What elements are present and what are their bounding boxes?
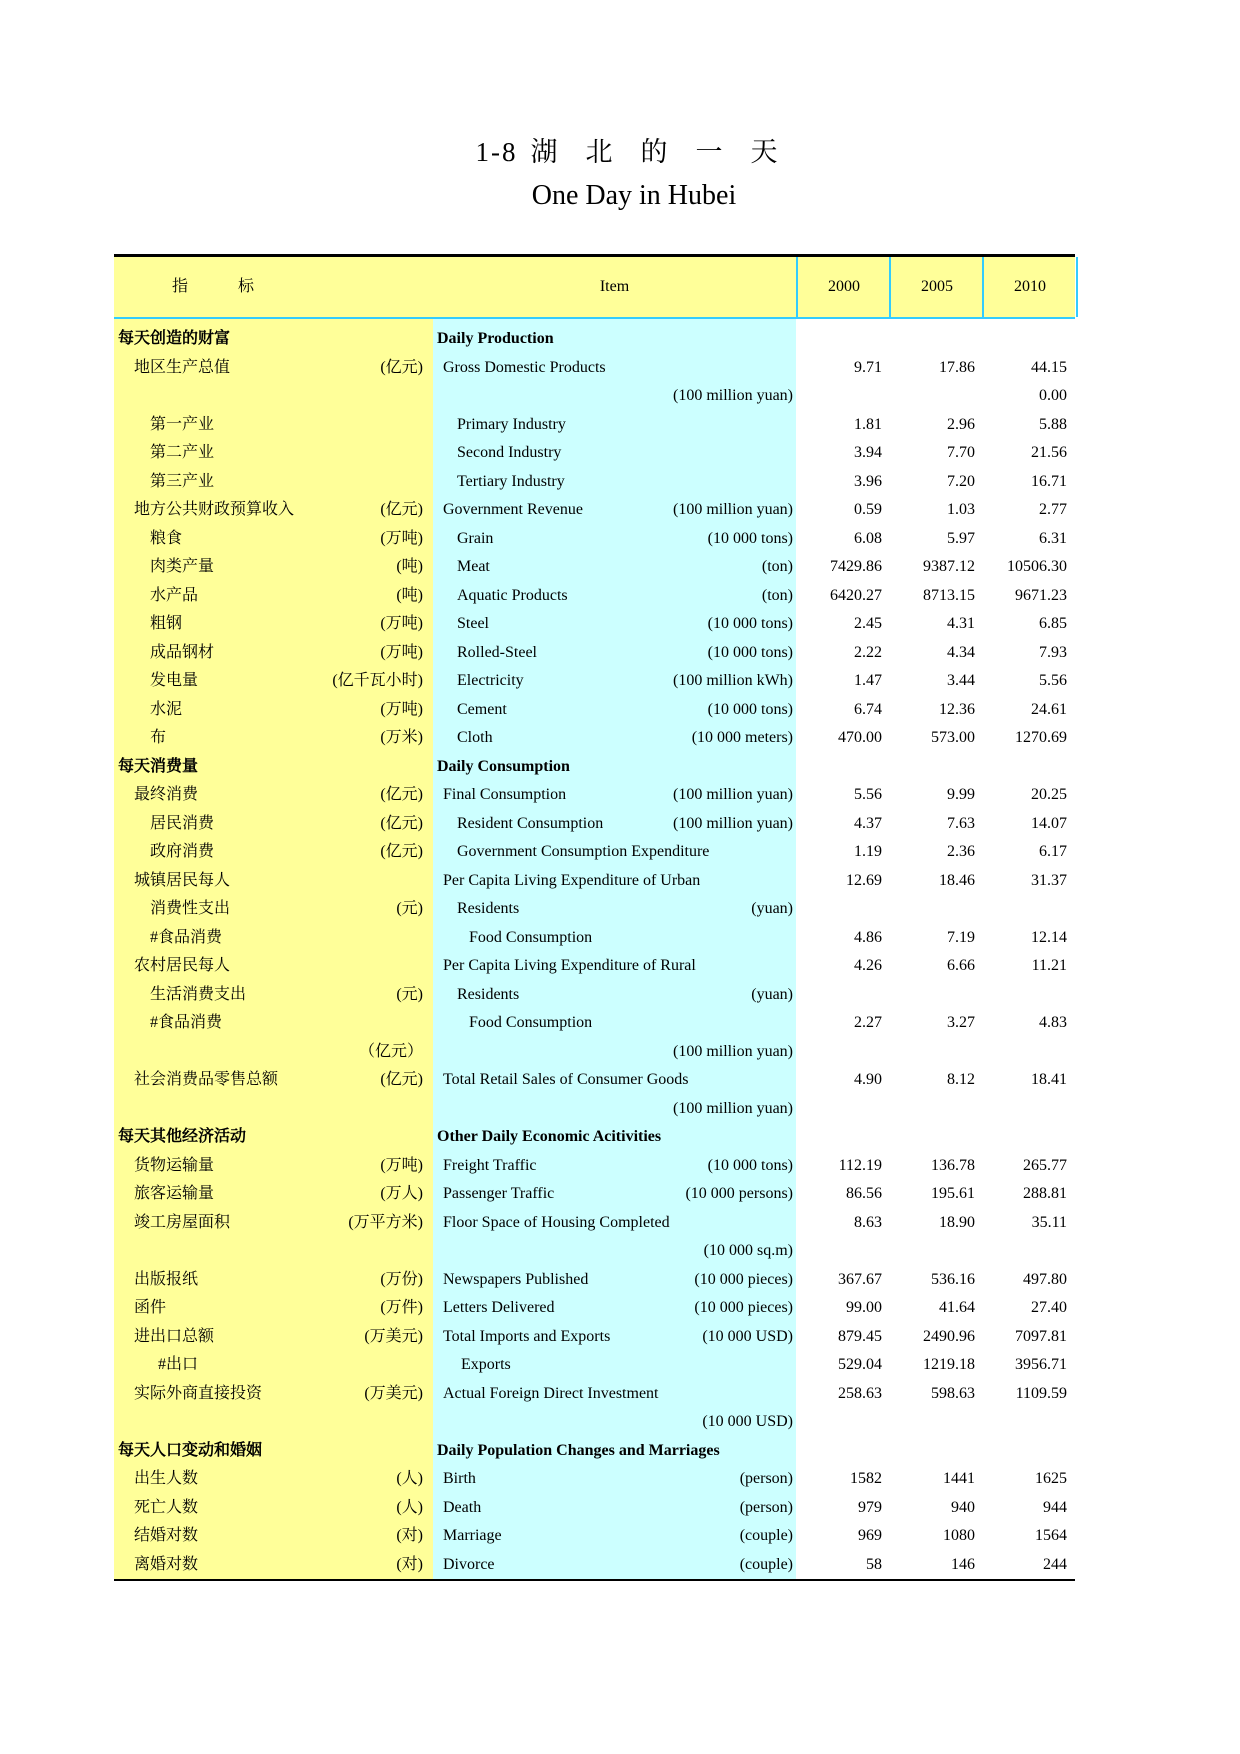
value-2010: 497.80 xyxy=(1023,1270,1067,1288)
indicator-en: Aquatic Products xyxy=(457,586,568,604)
value-2005: 7.20 xyxy=(947,472,975,490)
unit-cn: (亿元) xyxy=(380,501,423,518)
value-2000: 7429.86 xyxy=(830,558,882,575)
title-char: 一 xyxy=(695,137,725,167)
indicator-en: Primary Industry xyxy=(457,415,566,433)
indicator-cn: 函件 xyxy=(134,1299,167,1316)
unit-cn: （亿元） xyxy=(358,1042,423,1060)
unit-cn: (万人) xyxy=(380,1185,423,1202)
value-2010: 44.15 xyxy=(1031,358,1067,376)
value-2000: 1.19 xyxy=(854,843,882,860)
indicator-en: Per Capita Living Expenditure of Urban xyxy=(443,871,701,889)
indicator-en: Meat xyxy=(457,558,490,575)
section-title-cn: 每天人口变动和婚姻 xyxy=(118,1441,263,1459)
value-2000: 86.56 xyxy=(846,1185,882,1202)
title-char: 天 xyxy=(750,137,780,167)
value-2010: 7097.81 xyxy=(1015,1327,1067,1345)
value-2005: 7.70 xyxy=(947,444,975,461)
value-2010: 35.11 xyxy=(1031,1213,1067,1231)
value-2005: 41.64 xyxy=(939,1299,975,1316)
header-item: Item xyxy=(599,278,630,295)
value-2005: 9.99 xyxy=(947,786,975,803)
value-2005: 5.97 xyxy=(947,529,975,547)
table-row xyxy=(114,1408,1075,1437)
table-row xyxy=(114,724,1075,753)
indicator-cn: #出口 xyxy=(158,1356,199,1373)
title-english: One Day in Hubei xyxy=(531,180,737,211)
unit-en: (ton) xyxy=(761,558,793,575)
unit-en: (10 000 tons) xyxy=(707,529,793,547)
indicator-en: Divorce xyxy=(443,1555,495,1573)
indicator-cn: 死亡人数 xyxy=(134,1498,199,1516)
value-2010: 24.61 xyxy=(1031,700,1067,718)
value-2000: 4.37 xyxy=(854,814,882,832)
value-2005: 940 xyxy=(951,1498,975,1516)
indicator-en: Per Capita Living Expenditure of Rural xyxy=(443,957,696,974)
unit-en: (couple) xyxy=(739,1555,793,1573)
table-row xyxy=(114,1009,1075,1038)
indicator-en: Marriage xyxy=(443,1527,502,1544)
value-2010: 5.88 xyxy=(1039,415,1067,433)
value-2000: 258.63 xyxy=(838,1384,882,1402)
unit-cn: (对) xyxy=(396,1555,423,1573)
unit-cn: (万吨) xyxy=(380,700,423,718)
indicator-en: Tertiary Industry xyxy=(457,472,565,490)
unit-en: (100 million yuan) xyxy=(673,387,793,404)
value-2000: 470.00 xyxy=(838,729,882,746)
table-row xyxy=(114,1266,1075,1295)
value-2005: 536.16 xyxy=(931,1270,975,1288)
indicator-cn: 水泥 xyxy=(150,700,183,718)
value-2010: 16.71 xyxy=(1031,472,1067,490)
table-row xyxy=(114,1066,1075,1095)
value-2000: 99.00 xyxy=(846,1299,882,1316)
value-2000: 4.90 xyxy=(854,1071,882,1088)
section-header-row xyxy=(114,1437,1075,1466)
value-2010: 6.85 xyxy=(1039,615,1067,632)
table-row xyxy=(114,411,1075,440)
value-2010: 2.77 xyxy=(1039,501,1067,518)
indicator-cn: 第一产业 xyxy=(150,415,215,433)
indicator-en: Government Revenue xyxy=(443,501,583,518)
unit-en: (10 000 USD) xyxy=(702,1413,793,1430)
value-2005: 12.36 xyxy=(939,700,975,718)
unit-cn: (对) xyxy=(396,1527,423,1544)
indicator-en: Birth xyxy=(443,1470,476,1487)
unit-cn: (万吨) xyxy=(380,1156,423,1174)
indicator-cn: 生活消费支出 xyxy=(150,985,247,1003)
unit-en: (10 000 persons) xyxy=(685,1185,793,1202)
unit-cn: (亿千瓦小时) xyxy=(332,672,423,689)
title-char: 湖 xyxy=(530,137,560,167)
table-row xyxy=(114,639,1075,668)
unit-cn: (万美元) xyxy=(364,1384,423,1402)
value-2005: 195.61 xyxy=(931,1185,975,1202)
table-row xyxy=(114,582,1075,611)
table-header xyxy=(114,254,1075,319)
indicator-cn: 地区生产总值 xyxy=(134,358,231,376)
unit-en: (person) xyxy=(739,1498,793,1516)
table-row xyxy=(114,696,1075,725)
unit-en: (100 million yuan) xyxy=(673,501,793,518)
table-row xyxy=(114,1237,1075,1266)
table-row xyxy=(114,924,1075,953)
indicator-en: Newspapers Published xyxy=(443,1270,589,1288)
value-2000: 2.45 xyxy=(854,615,882,632)
table-row xyxy=(114,1209,1075,1238)
indicator-en: Food Consumption xyxy=(469,1014,593,1031)
indicator-cn: 地方公共财政预算收入 xyxy=(134,501,295,518)
value-2010: 6.31 xyxy=(1039,529,1067,547)
table-row xyxy=(114,838,1075,867)
value-2010: 18.41 xyxy=(1031,1071,1067,1088)
value-2000: 367.67 xyxy=(838,1270,882,1288)
unit-en: (10 000 meters) xyxy=(691,729,793,746)
value-2005: 4.31 xyxy=(947,615,975,632)
value-2005: 573.00 xyxy=(931,729,975,746)
indicator-en: Final Consumption xyxy=(443,786,567,803)
header-year-2010: 2010 xyxy=(982,257,1078,317)
unit-en: (10 000 tons) xyxy=(707,1156,793,1174)
indicator-cn: 出版报纸 xyxy=(134,1270,199,1288)
unit-cn: (亿元) xyxy=(380,786,423,803)
unit-cn: (亿元) xyxy=(380,358,423,376)
table-row xyxy=(114,1380,1075,1409)
unit-cn: (吨) xyxy=(396,586,423,604)
unit-cn: (万吨) xyxy=(380,643,423,661)
value-2000: 2.22 xyxy=(854,643,882,661)
indicator-cn: 肉类产量 xyxy=(150,558,215,575)
value-2000: 969 xyxy=(858,1527,882,1544)
value-2000: 8.63 xyxy=(854,1213,882,1231)
table-row xyxy=(114,1351,1075,1380)
indicator-cn: #食品消费 xyxy=(150,1014,223,1031)
value-2000: 6420.27 xyxy=(830,586,882,604)
value-2010: 6.17 xyxy=(1039,843,1067,860)
value-2005: 6.66 xyxy=(947,957,975,974)
unit-cn: (万份) xyxy=(380,1270,423,1288)
value-2000: 1.81 xyxy=(854,415,882,433)
unit-cn: (万吨) xyxy=(380,615,423,632)
unit-cn: (元) xyxy=(396,900,423,917)
value-2005: 2490.96 xyxy=(923,1327,975,1345)
table-row xyxy=(114,810,1075,839)
table-row xyxy=(114,1494,1075,1523)
unit-en: (100 million yuan) xyxy=(673,786,793,803)
value-2000: 58 xyxy=(866,1555,882,1573)
value-2005: 18.46 xyxy=(939,871,975,889)
table-row xyxy=(114,610,1075,639)
indicator-en: Floor Space of Housing Completed xyxy=(443,1213,670,1231)
value-2000: 4.86 xyxy=(854,928,882,946)
value-2005: 8713.15 xyxy=(923,586,975,604)
indicator-en: Grain xyxy=(457,529,494,547)
section-header-row xyxy=(114,325,1075,354)
value-2005: 9387.12 xyxy=(923,558,975,575)
value-2010: 14.07 xyxy=(1031,814,1067,832)
indicator-cn: 发电量 xyxy=(150,672,199,689)
indicator-cn: 结婚对数 xyxy=(134,1527,199,1544)
indicator-cn: 竣工房屋面积 xyxy=(134,1213,231,1231)
indicator-cn: 出生人数 xyxy=(134,1470,199,1487)
unit-en: (10 000 tons) xyxy=(707,615,793,632)
indicator-en: Residents xyxy=(457,985,520,1003)
value-2000: 6.08 xyxy=(854,529,882,547)
value-2005: 1080 xyxy=(943,1527,975,1544)
indicator-cn: 旅客运输量 xyxy=(134,1185,215,1202)
value-2010: 31.37 xyxy=(1031,871,1067,889)
indicator-cn: 第二产业 xyxy=(150,444,215,461)
table-row xyxy=(114,1180,1075,1209)
unit-en: (100 million kWh) xyxy=(673,672,793,689)
title-char: 的 xyxy=(640,137,670,167)
value-2005: 1441 xyxy=(943,1470,975,1487)
value-2010: 1109.59 xyxy=(1015,1384,1067,1402)
unit-cn: (元) xyxy=(396,985,423,1003)
value-2010: 265.77 xyxy=(1023,1156,1067,1174)
value-2010: 1564 xyxy=(1035,1527,1067,1544)
table-row xyxy=(114,867,1075,896)
value-2000: 1582 xyxy=(850,1470,882,1487)
indicator-en: Cloth xyxy=(457,729,493,746)
value-2005: 4.34 xyxy=(947,643,975,661)
indicator-en: Freight Traffic xyxy=(443,1156,537,1174)
indicator-en: Steel xyxy=(457,615,489,632)
table-number: 1-8 xyxy=(475,137,518,167)
statistics-table xyxy=(114,254,1075,1581)
indicator-cn: 实际外商直接投资 xyxy=(134,1384,263,1402)
value-2010: 4.83 xyxy=(1039,1014,1067,1031)
table-row xyxy=(114,468,1075,497)
indicator-en: Exports xyxy=(461,1356,511,1373)
value-2010: 5.56 xyxy=(1039,672,1067,689)
indicator-en: Residents xyxy=(457,900,520,917)
value-2010: 1625 xyxy=(1035,1470,1067,1487)
table-body xyxy=(114,319,1075,1581)
unit-en: (10 000 pieces) xyxy=(694,1299,793,1316)
unit-cn: (人) xyxy=(396,1498,423,1516)
unit-cn: (万米) xyxy=(380,729,423,746)
indicator-en: Death xyxy=(443,1498,482,1516)
table-row xyxy=(114,1038,1075,1067)
table-row xyxy=(114,895,1075,924)
value-2010: 288.81 xyxy=(1023,1185,1067,1202)
indicator-cn: 最终消费 xyxy=(134,786,199,803)
indicator-en: Cement xyxy=(457,700,507,718)
unit-cn: (万吨) xyxy=(380,529,423,547)
value-2010: 0.00 xyxy=(1039,387,1067,404)
value-2005: 136.78 xyxy=(931,1156,975,1174)
table-row xyxy=(114,553,1075,582)
table-row xyxy=(114,1294,1075,1323)
value-2005: 1.03 xyxy=(947,501,975,518)
indicator-en: Gross Domestic Products xyxy=(443,358,606,376)
unit-cn: (人) xyxy=(396,1470,423,1487)
indicator-en: Letters Delivered xyxy=(443,1299,555,1316)
indicator-en: Actual Foreign Direct Investment xyxy=(443,1384,659,1402)
value-2005: 18.90 xyxy=(939,1213,975,1231)
value-2000: 9.71 xyxy=(854,358,882,376)
indicator-cn: 水产品 xyxy=(150,586,199,604)
value-2000: 5.56 xyxy=(854,786,882,803)
unit-en: (10 000 tons) xyxy=(707,700,793,718)
value-2010: 21.56 xyxy=(1031,444,1067,461)
indicator-cn: #食品消费 xyxy=(150,928,223,946)
unit-en: (100 million yuan) xyxy=(673,1099,793,1117)
unit-en: (10 000 USD) xyxy=(702,1327,793,1345)
value-2000: 6.74 xyxy=(854,700,882,718)
indicator-cn: 农村居民每人 xyxy=(134,957,231,974)
header-year-2000: 2000 xyxy=(796,257,890,317)
value-2010: 20.25 xyxy=(1031,786,1067,803)
value-2005: 3.44 xyxy=(947,672,975,689)
value-2000: 0.59 xyxy=(854,501,882,518)
table-row xyxy=(114,1323,1075,1352)
value-2000: 12.69 xyxy=(846,871,882,889)
indicator-en: Food Consumption xyxy=(469,928,593,946)
indicator-cn: 消费性支出 xyxy=(150,900,231,917)
value-2000: 3.96 xyxy=(854,472,882,490)
indicator-en: Total Retail Sales of Consumer Goods xyxy=(443,1071,689,1088)
indicator-en: Total Imports and Exports xyxy=(443,1327,611,1345)
unit-cn: (万件) xyxy=(380,1299,423,1316)
value-2000: 112.19 xyxy=(838,1156,882,1174)
value-2010: 11.21 xyxy=(1031,957,1067,974)
indicator-cn: 第三产业 xyxy=(150,472,215,490)
indicator-cn: 成品钢材 xyxy=(150,643,215,661)
unit-en: (yuan) xyxy=(751,985,793,1003)
table-row xyxy=(114,525,1075,554)
indicator-cn: 进出口总额 xyxy=(134,1327,215,1345)
value-2005: 7.19 xyxy=(947,928,975,946)
unit-en: (10 000 sq.m) xyxy=(703,1242,793,1259)
header-year-2005: 2005 xyxy=(889,257,983,317)
unit-en: (100 million yuan) xyxy=(673,1042,793,1060)
indicator-en: Second Industry xyxy=(457,444,562,461)
unit-en: (yuan) xyxy=(751,900,793,917)
unit-en: (10 000 pieces) xyxy=(694,1270,793,1288)
table-row xyxy=(114,667,1075,696)
value-2000: 4.26 xyxy=(854,957,882,974)
value-2010: 1270.69 xyxy=(1015,729,1067,746)
value-2010: 3956.71 xyxy=(1015,1356,1067,1373)
indicator-en: Electricity xyxy=(457,672,524,689)
value-2010: 10506.30 xyxy=(1007,558,1067,575)
indicator-cn: 居民消费 xyxy=(150,814,215,832)
table-row xyxy=(114,981,1075,1010)
table-row xyxy=(114,952,1075,981)
value-2005: 8.12 xyxy=(947,1071,975,1088)
unit-en: (100 million yuan) xyxy=(673,814,793,832)
indicator-en: Passenger Traffic xyxy=(443,1185,555,1202)
value-2005: 17.86 xyxy=(939,358,975,376)
indicator-en: Resident Consumption xyxy=(457,814,604,832)
value-2005: 2.36 xyxy=(947,843,975,860)
value-2005: 598.63 xyxy=(931,1384,975,1402)
value-2010: 9671.23 xyxy=(1015,586,1067,604)
unit-cn: (万平方米) xyxy=(348,1213,423,1231)
unit-en: (10 000 tons) xyxy=(707,643,793,661)
header-indicator-char-1: 指 xyxy=(172,278,189,295)
section-title-cn: 每天其他经济活动 xyxy=(118,1128,247,1145)
title-char: 北 xyxy=(585,137,615,167)
indicator-cn: 布 xyxy=(150,729,167,746)
unit-cn: (亿元) xyxy=(380,814,423,832)
indicator-cn: 粗钢 xyxy=(150,615,183,632)
indicator-cn: 城镇居民每人 xyxy=(134,871,231,889)
table-row xyxy=(114,1522,1075,1551)
unit-cn: (吨) xyxy=(396,558,423,575)
value-2005: 7.63 xyxy=(947,814,975,832)
value-2000: 979 xyxy=(858,1498,882,1516)
unit-cn: (万美元) xyxy=(364,1327,423,1345)
indicator-cn: 货物运输量 xyxy=(134,1156,215,1174)
unit-en: (couple) xyxy=(739,1527,793,1544)
value-2000: 879.45 xyxy=(838,1327,882,1345)
value-2005: 3.27 xyxy=(947,1014,975,1031)
section-title-en: Daily Population Changes and Marriages xyxy=(437,1441,720,1459)
indicator-cn: 社会消费品零售总额 xyxy=(134,1071,279,1088)
value-2010: 27.40 xyxy=(1031,1299,1067,1316)
value-2000: 1.47 xyxy=(854,672,882,689)
indicator-cn: 离婚对数 xyxy=(134,1555,199,1573)
value-2010: 944 xyxy=(1043,1498,1067,1516)
value-2005: 1219.18 xyxy=(923,1356,975,1373)
table-row xyxy=(114,382,1075,411)
section-header-row xyxy=(114,753,1075,782)
value-2000: 529.04 xyxy=(838,1356,882,1373)
section-title-cn: 每天消费量 xyxy=(118,757,199,775)
value-2005: 146 xyxy=(951,1555,975,1573)
value-2010: 12.14 xyxy=(1031,928,1067,946)
indicator-cn: 政府消费 xyxy=(150,843,215,860)
unit-cn: (亿元) xyxy=(380,1071,423,1088)
header-indicator-char-2: 标 xyxy=(238,278,255,295)
table-row xyxy=(114,439,1075,468)
section-title-cn: 每天创造的财富 xyxy=(118,330,231,347)
table-row xyxy=(114,781,1075,810)
table-row xyxy=(114,1465,1075,1494)
table-row xyxy=(114,496,1075,525)
section-header-row xyxy=(114,1123,1075,1152)
value-2005: 2.96 xyxy=(947,415,975,433)
table-row xyxy=(114,1152,1075,1181)
table-row xyxy=(114,1551,1075,1580)
value-2010: 7.93 xyxy=(1039,643,1067,661)
section-title-en: Daily Consumption xyxy=(437,757,570,775)
section-title-en: Other Daily Economic Acitivities xyxy=(437,1128,662,1145)
unit-en: (ton) xyxy=(761,586,793,604)
indicator-en: Rolled-Steel xyxy=(457,643,537,661)
unit-cn: (亿元) xyxy=(380,843,423,860)
section-title-en: Daily Production xyxy=(437,330,554,347)
unit-en: (person) xyxy=(739,1470,793,1487)
value-2010: 244 xyxy=(1043,1555,1067,1573)
value-2000: 2.27 xyxy=(854,1014,882,1031)
table-row xyxy=(114,354,1075,383)
indicator-en: Government Consumption Expenditure xyxy=(457,843,710,860)
title-chinese xyxy=(0,130,1240,169)
value-2000: 3.94 xyxy=(854,444,882,461)
table-row xyxy=(114,1095,1075,1124)
indicator-cn: 粮食 xyxy=(150,529,183,547)
